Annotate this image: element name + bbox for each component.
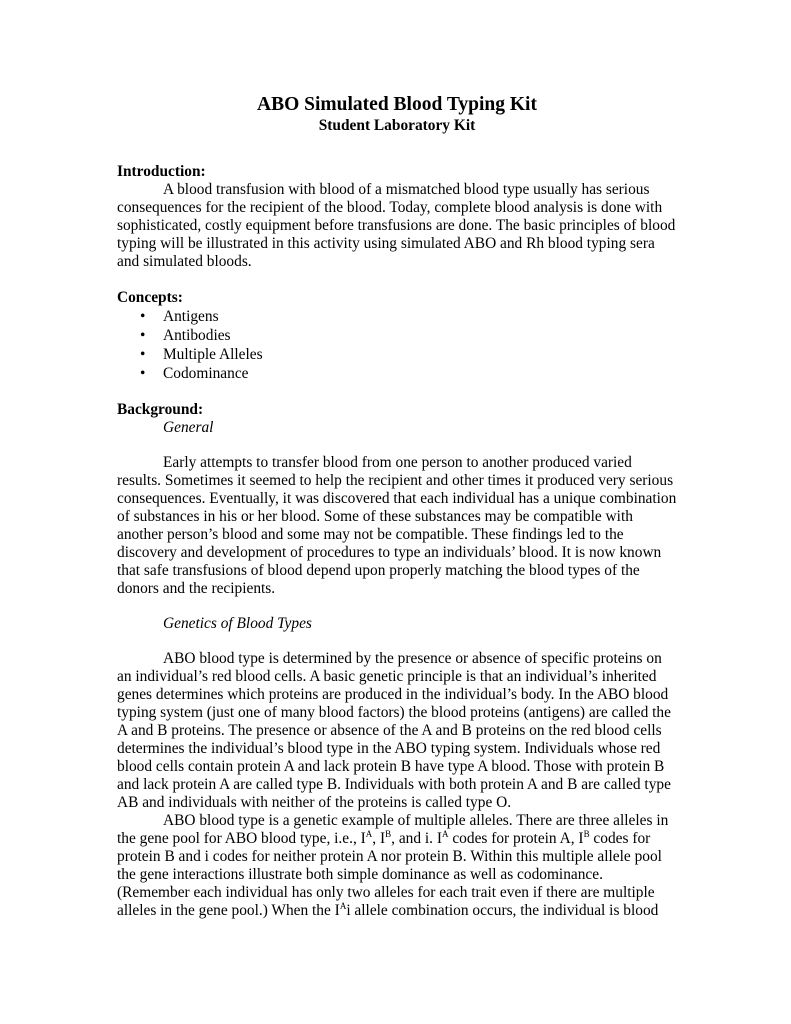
genetics-paragraph-1: ABO blood type is determined by the presence or absence of specific proteins on an individual’s red blood cells. A basic genetic principle is that an individual’s inherited genes determines which proteins are produced in the individual’s body. In the ABO blood typing system (just one of many blood factors) the blood proteins (antigens) are called the A and B proteins. The presence or absence of the A and B proteins on the red blood cells determines the individual’s blood type in the ABO typing system. Individuals whose red blood cells contain protein A and lack protein B have type A blood. Those with protein B and lack protein A are called type B. Individuals with both protein A and B are called type AB and individuals with neither of the proteins is called type O. xyxy=(117,650,671,811)
background-section xyxy=(117,401,677,920)
document-title: ABO Simulated Blood Typing Kit xyxy=(257,94,537,115)
introduction-heading: Introduction: xyxy=(117,163,206,180)
allele-superscript: A xyxy=(442,829,449,839)
bullet-icon: • xyxy=(140,308,146,325)
allele-superscript: B xyxy=(583,829,590,839)
concepts-heading: Concepts: xyxy=(117,289,183,306)
allele-superscript: A xyxy=(339,901,347,911)
allele-superscript: B xyxy=(385,829,392,839)
list-item: • Codominance xyxy=(140,365,249,382)
general-paragraph: Early attempts to transfer blood from one person to another produced varied results. Sometimes it seemed to help the recipient and other times it produced very serious consequences. Eventually, it was discovered that each individual has a unique combination of substances in his or her blood. Some of these substances may be compatible with another person’s blood and some may not be compatible. These findings led to the discovery and development of procedures to type an individuals’ blood. It is now known that safe transfusions of blood depend upon properly matching the blood types of the donors and the recipients. xyxy=(117,454,677,597)
genetics-subheading: Genetics of Blood Types xyxy=(163,615,312,632)
concepts-section xyxy=(117,289,677,383)
introduction-section xyxy=(117,163,677,271)
allele-superscript: A xyxy=(365,829,373,839)
background-heading: Background: xyxy=(117,401,204,418)
introduction-paragraph: A blood transfusion with blood of a mismatched blood type usually has serious consequences for the recipient of the blood. Today, complete blood analysis is done with sophisticated, costly equipment before transfusions are done. The basic principles of blood typing will be illustrated in this activity using simulated ABO and Rh blood typing sera and simulated bloods. xyxy=(117,181,676,270)
genetics-paragraph-2: ABO blood type is a genetic example of multiple alleles. There are three alleles in the gene pool for ABO blood type, i.e., $I^A$, $I^B$, and i. $I^A$ codes for protein A, $I^B$ codes for protein B and i codes for neither protein A nor protein B. Within this multiple allele pool the gene interactions illustrate both simple dominance as well as codominance. (Remember each individual has only two alleles for each trait even if there are multiple alleles in the gene pool.) When the $I^Ai$ allele combination occurs, the individual is blood xyxy=(117,812,669,919)
general-subheading: General xyxy=(163,419,214,436)
list-item: • Antigens xyxy=(140,308,219,325)
document-page xyxy=(117,93,677,920)
bullet-icon: • xyxy=(140,327,146,344)
document-subtitle: Student Laboratory Kit xyxy=(318,117,476,134)
list-item: • Antibodies xyxy=(140,327,231,344)
concepts-list xyxy=(117,307,677,383)
list-item: • Multiple Alleles xyxy=(140,346,263,363)
bullet-icon: • xyxy=(140,346,146,363)
bullet-icon: • xyxy=(140,365,146,382)
